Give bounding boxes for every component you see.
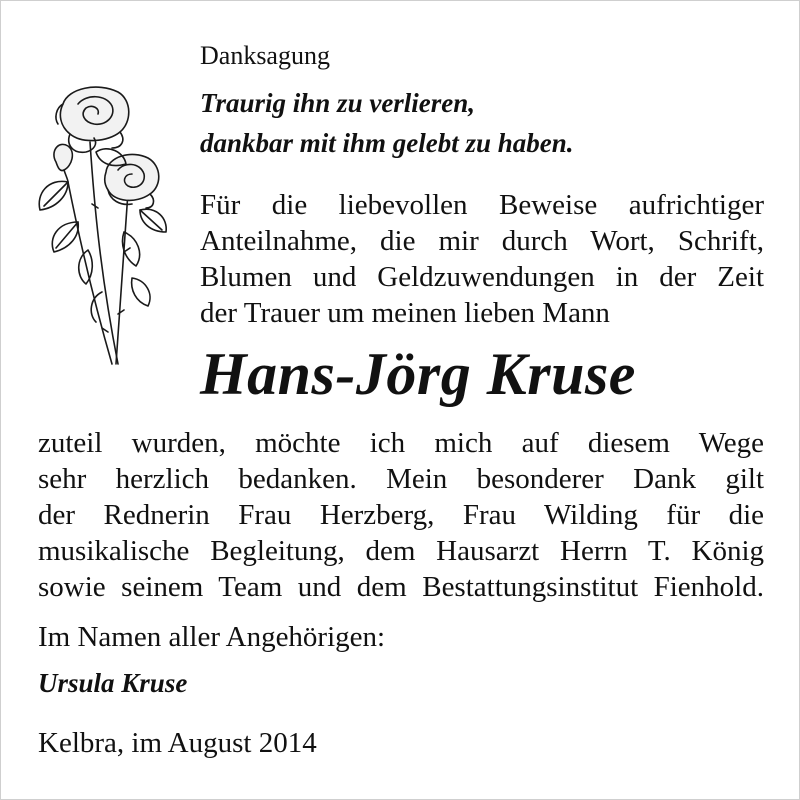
intro-line: Blumen und Geldzuwendungen in der Zeit [200, 261, 764, 293]
place-date: Kelbra, im August 2014 [38, 727, 317, 759]
motto-line: dankbar mit ihm gelebt zu haben. [200, 128, 574, 158]
notice-heading: Danksagung [200, 41, 330, 70]
closing-text: Im Namen aller Angehörigen: [38, 621, 386, 653]
body-line: musikalische Begleitung, dem Hausarzt Herrn T. König [38, 535, 764, 567]
motto-line: Traurig ihn zu verlieren, [200, 88, 476, 118]
body-line: zuteil wurden, möchte ich mich auf diesem Wege [38, 427, 764, 459]
rose-bouquet-icon [28, 82, 178, 367]
body-line: der Rednerin Frau Herzberg, Frau Wilding für die [38, 499, 764, 531]
intro-line: der Trauer um meinen lieben Mann [200, 297, 610, 329]
intro-line: Für die liebevollen Beweise aufrichtiger [200, 189, 764, 221]
intro-line: Anteilnahme, die mir durch Wort, Schrift, [200, 225, 764, 257]
body-line: sowie seinem Team und dem Bestattungsinstitut Fienhold. [38, 571, 764, 603]
body-line: sehr herzlich bedanken. Mein besonderer Dank gilt [38, 463, 764, 495]
signature: Ursula Kruse [38, 668, 188, 698]
deceased-name: Hans-Jörg Kruse [200, 341, 636, 407]
